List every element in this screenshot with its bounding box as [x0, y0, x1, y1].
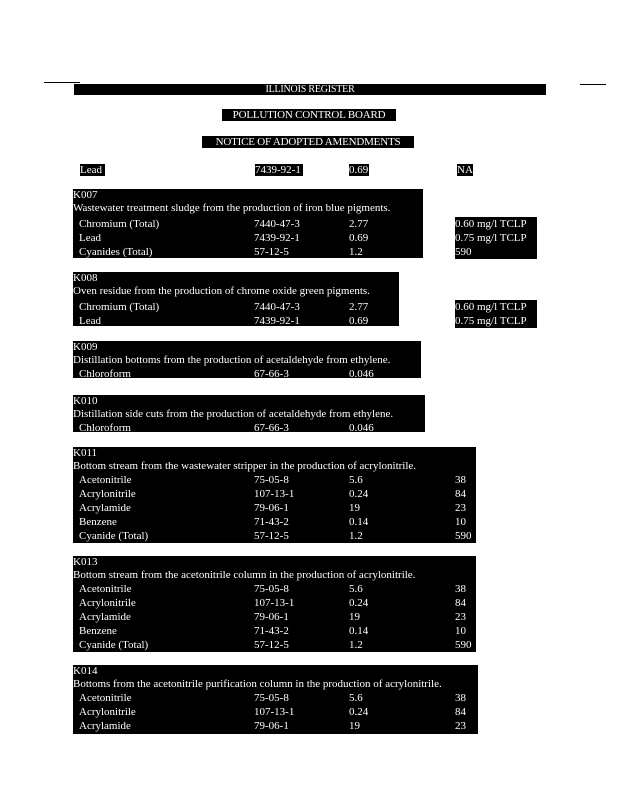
cell-limit: 23	[455, 502, 466, 514]
cell-value: 0.24	[349, 706, 369, 718]
waste-section-k011	[73, 447, 476, 543]
waste-section-k008	[73, 272, 527, 327]
cell-name: Cyanides (Total)	[79, 246, 153, 258]
cell-value: 19	[349, 720, 360, 732]
section-description: Oven residue from the production of chrome oxide green pigments.	[73, 285, 370, 297]
cell-limit: 10	[455, 516, 466, 528]
cell-value: 0.69	[349, 232, 369, 244]
cell-value: 1.2	[349, 639, 363, 651]
cell-limit: 84	[455, 597, 466, 609]
cell-limit: 0.75 mg/l TCLP	[455, 231, 537, 245]
table-row	[73, 217, 527, 231]
cell-name: Acrylamide	[79, 720, 131, 732]
cell-limit: 38	[455, 692, 466, 704]
section-description: Distillation side cuts from the production of acetaldehyde from ethylene.	[73, 408, 394, 420]
cell-cas: 75-05-8	[254, 474, 289, 486]
table-row	[73, 719, 478, 733]
section-code: K008	[73, 272, 98, 284]
cell-name: Acetonitrile	[79, 583, 132, 595]
cell-limit: 23	[455, 611, 466, 623]
waste-section-k010	[73, 395, 469, 434]
cell-name: Cyanide (Total)	[79, 639, 149, 651]
cell-cas: 57-12-5	[254, 530, 289, 542]
cell-value: 0.24	[349, 597, 369, 609]
cell-cas: 67-66-3	[254, 422, 289, 434]
cell-value: 0.046	[349, 422, 374, 434]
section-description: Bottoms from the acetonitrile purification column in the production of acrylonitrile.	[73, 678, 442, 690]
cell-name: Chromium (Total)	[79, 301, 160, 313]
cell-name: Chromium (Total)	[79, 218, 160, 230]
section-description: Bottom stream from the acetonitrile column in the production of acrylonitrile.	[73, 569, 416, 581]
cell-limit: 10	[455, 625, 466, 637]
top-row-value: 0.69	[349, 164, 369, 176]
board-title: POLLUTION CONTROL BOARD	[222, 109, 396, 121]
top-row-limit: NA	[457, 164, 473, 176]
cell-value: 1.2	[349, 246, 363, 258]
section-code: K014	[73, 665, 98, 677]
table-row	[73, 245, 472, 259]
cell-cas: 7439-92-1	[254, 315, 300, 327]
table-row	[73, 501, 476, 515]
table-row	[73, 638, 476, 652]
section-description: Bottom stream from the wastewater stripper in the production of acrylonitrile.	[73, 460, 417, 472]
cell-cas: 107-13-1	[254, 488, 295, 500]
top-row-name: Lead	[80, 164, 105, 176]
waste-section-k007	[73, 189, 527, 258]
cell-name: Chloroform	[79, 422, 131, 434]
cell-cas: 7440-47-3	[254, 301, 300, 313]
cell-value: 2.77	[349, 218, 369, 230]
cell-name: Acetonitrile	[79, 692, 132, 704]
cell-cas: 71-43-2	[254, 516, 289, 528]
top-row-cas: 7439-92-1	[255, 164, 303, 176]
cell-cas: 57-12-5	[254, 639, 289, 651]
cell-value: 0.14	[349, 516, 369, 528]
table-row	[73, 610, 476, 624]
cell-limit: 0.75 mg/l TCLP	[455, 314, 537, 328]
cell-name: Chloroform	[79, 368, 131, 380]
cell-cas: 7439-92-1	[254, 232, 300, 244]
cell-name: Lead	[79, 315, 101, 327]
cell-value: 19	[349, 611, 360, 623]
cell-cas: 79-06-1	[254, 611, 289, 623]
section-code: K013	[73, 556, 98, 568]
cell-cas: 107-13-1	[254, 597, 295, 609]
cell-name: Acrylamide	[79, 502, 131, 514]
cell-value: 1.2	[349, 530, 363, 542]
cell-value: 5.6	[349, 583, 363, 595]
table-row	[73, 596, 476, 610]
scan-mark-left	[44, 82, 80, 83]
section-code: K010	[73, 395, 98, 407]
table-row	[73, 473, 476, 487]
cell-limit: 84	[455, 488, 466, 500]
cell-cas: 79-06-1	[254, 502, 289, 514]
cell-value: 2.77	[349, 301, 369, 313]
section-description: Distillation bottoms from the production of acetaldehyde from ethylene.	[73, 354, 391, 366]
cell-limit: 590	[455, 530, 472, 542]
cell-name: Lead	[79, 232, 101, 244]
cell-cas: 67-66-3	[254, 368, 289, 380]
cell-value: 0.69	[349, 315, 369, 327]
table-row	[73, 231, 527, 245]
cell-limit: 84	[455, 706, 466, 718]
section-code: K007	[73, 189, 98, 201]
cell-name: Cyanide (Total)	[79, 530, 149, 542]
cell-name: Acrylonitrile	[79, 706, 136, 718]
cell-cas: 71-43-2	[254, 625, 289, 637]
cell-name: Acrylamide	[79, 611, 131, 623]
cell-limit: 6.0	[455, 422, 469, 434]
cell-cas: 75-05-8	[254, 692, 289, 704]
waste-section-k013	[73, 556, 476, 652]
table-row	[73, 367, 469, 381]
section-description: Wastewater treatment sludge from the production of iron blue pigments.	[73, 202, 391, 214]
table-row	[73, 691, 478, 705]
cell-limit: 590	[455, 639, 472, 651]
table-row	[73, 515, 476, 529]
cell-limit: 6.0	[455, 368, 469, 380]
cell-cas: 107-13-1	[254, 706, 295, 718]
cell-cas: 79-06-1	[254, 720, 289, 732]
table-row	[73, 705, 478, 719]
cell-name: Acrylonitrile	[79, 488, 136, 500]
cell-value: 5.6	[349, 474, 363, 486]
table-row	[73, 582, 476, 596]
cell-name: Acetonitrile	[79, 474, 132, 486]
table-row	[73, 529, 476, 543]
waste-section-k009	[73, 341, 469, 380]
cell-cas: 75-05-8	[254, 583, 289, 595]
cell-limit: 590	[455, 245, 537, 259]
cell-value: 0.14	[349, 625, 369, 637]
scan-mark-right	[580, 84, 606, 85]
cell-value: 5.6	[349, 692, 363, 704]
cell-limit: 0.60 mg/l TCLP	[455, 300, 537, 314]
cell-value: 19	[349, 502, 360, 514]
cell-name: Benzene	[79, 625, 117, 637]
table-row	[73, 421, 469, 435]
table-row	[73, 487, 476, 501]
table-row	[73, 314, 527, 328]
section-code: K011	[73, 447, 98, 459]
notice-title: NOTICE OF ADOPTED AMENDMENTS	[202, 136, 414, 148]
table-row	[73, 624, 476, 638]
section-code: K009	[73, 341, 98, 353]
cell-limit: 0.60 mg/l TCLP	[455, 217, 537, 231]
cell-limit: 38	[455, 474, 466, 486]
cell-name: Acrylonitrile	[79, 597, 136, 609]
cell-limit: 38	[455, 583, 466, 595]
cell-cas: 7440-47-3	[254, 218, 300, 230]
waste-section-k014	[73, 665, 478, 734]
table-row	[73, 300, 527, 314]
cell-value: 0.24	[349, 488, 369, 500]
cell-limit: 23	[455, 720, 466, 732]
register-header: ILLINOIS REGISTER	[74, 84, 546, 95]
cell-cas: 57-12-5	[254, 246, 289, 258]
cell-value: 0.046	[349, 368, 374, 380]
cell-name: Benzene	[79, 516, 117, 528]
